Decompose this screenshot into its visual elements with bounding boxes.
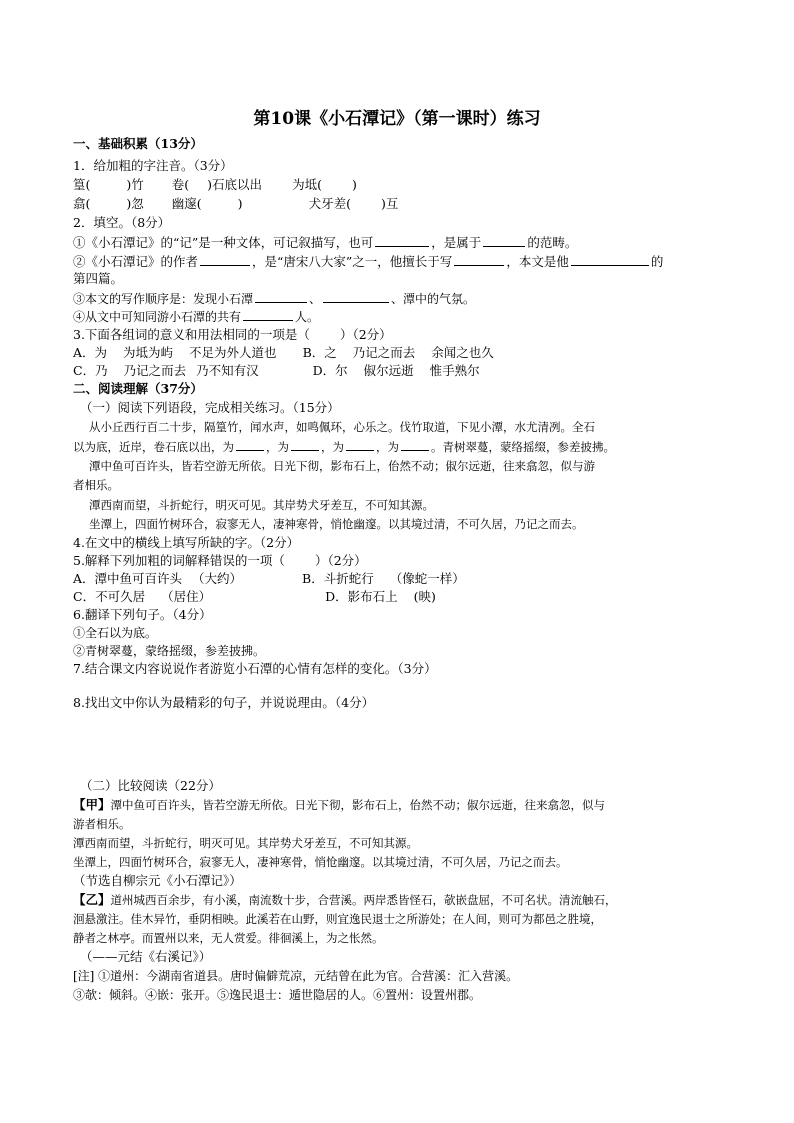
question-6-item: ①全石以为底。 [73, 626, 158, 640]
question-6-item: ②青树翠蔓，蒙络摇缀，参差披拂。 [73, 644, 266, 658]
passage-line: 坐潭上，四面竹树环合，寂寥无人，凄神寒骨，悄怆幽邃。以其境过清，不可久居，乃记之而去。 [89, 517, 584, 531]
question-5-stem: 5.解释下列加粗的词解释错误的一项（ ）（2分） [73, 553, 367, 568]
question-2-line-2: ②《小石潭记》的作者 ，是“唐宋八大家”之一，他擅长于写 ，本文是他 的 [73, 254, 664, 269]
answer-blank[interactable] [454, 252, 504, 266]
answer-blank[interactable] [291, 437, 319, 451]
part-1-heading: （一）阅读下列语段，完成相关练习。（15分） [80, 400, 340, 415]
question-7: 7.结合课文内容说说作者游览小石潭的心情有怎样的变化。（3分） [73, 661, 437, 676]
yi-label: 【乙】 [73, 892, 111, 907]
question-1-row-2: 翕( )忽 幽邃( ) 犬牙差( )互 [73, 196, 399, 211]
section-heading: 二、阅读理解（37分） [73, 381, 203, 396]
passage-jia-line: 坐潭上，四面竹树环合，寂寥无人，凄神寒骨，悄怆幽邃。以其境过清，不可久居，乃记之而去。 [73, 855, 568, 869]
answer-blank[interactable] [346, 437, 374, 451]
answer-blank[interactable] [401, 437, 429, 451]
passage-jia-line: 游者相乐。 [73, 817, 131, 831]
answer-blank[interactable] [243, 307, 293, 321]
question-3-options-cd: C．乃 乃记之而去 乃不知有汉 D．尔 俶尔远逝 惟手熟尔 [73, 363, 480, 378]
question-1-stem: 1．给加粗的字注音。（3分） [73, 158, 233, 173]
passage-jia-source: （节选自柳宗元《小石潭记》） [73, 873, 242, 888]
answer-blank[interactable] [236, 437, 264, 451]
passage-jia-line: 【甲】潭中鱼可百许头，皆若空游无所依。日光下彻，影布石上，佁然不动；俶尔远逝，往来翕忽，似与 [73, 797, 606, 812]
question-2-line-5: ④从文中可知同游小石潭的共有 人。 [73, 307, 319, 326]
question-6-stem: 6.翻译下列句子。（4分） [73, 607, 212, 622]
answer-blank[interactable] [571, 252, 649, 266]
jia-label: 【甲】 [73, 797, 111, 812]
passage-yi-line: 洄悬激注。佳木异竹，垂阴相映。此溪若在山野，则宜逸民退士之所游处；在人间，则可为都邑之胜境， [73, 912, 602, 926]
question-2-stem: 2．填空。（8分） [73, 215, 171, 230]
question-2-line-4: ③本文的写作顺序是：发现小石潭 、 、潭中的气氛。 [73, 289, 475, 308]
section-heading: 一、基础积累（13分） [73, 136, 203, 151]
answer-blank[interactable] [255, 289, 307, 303]
question-2-line-3: 第四篇。 [73, 271, 124, 286]
passage-jia-line: 潭西南而望，斗折蛇行，明灭可见。其岸势犬牙差互，不可知其源。 [73, 836, 418, 850]
annotation-line: ③欹：倾斜。④嵌：张开。⑤逸民退士：遁世隐居的人。⑥置州：设置州郡。 [73, 988, 482, 1002]
passage-line: 以为底，近岸，卷石底以出，为 ，为 ，为 ，为 。青树翠蔓，蒙络摇缀，参差披拂。 [73, 437, 615, 456]
question-1-row-1: 篁( )竹 卷( )石底以出 为坻( ) [73, 177, 357, 192]
question-5-options-ab: A．潭中鱼可百许头 （大约） B．斗折蛇行 （像蛇一样） [73, 571, 465, 586]
passage-line: 潭中鱼可百许头，皆若空游无所依。日光下彻，影布石上，佁然不动；俶尔远逝，往来翕忽，似与游 [89, 459, 595, 473]
part-2-heading: （二）比较阅读（22分） [80, 778, 221, 793]
annotation-line: [注] ①道州：今湖南省道县。唐时偏僻荒凉，元结曾在此为官。合营溪：汇入营溪。 [73, 969, 519, 983]
passage-line: 潭西南而望，斗折蛇行，明灭可见。其岸势犬牙差互，不可知其源。 [89, 498, 434, 512]
question-2-line-1: ①《小石潭记》的“记”是一种文体，可记叙描写，也可 ，是属于 的范畴。 [73, 235, 578, 250]
answer-blank[interactable] [483, 233, 525, 247]
passage-yi-source: （——元结《右溪记》） [80, 949, 212, 964]
passage-yi-line: 静者之林亭。而置州以来，无人赏爱。徘徊溪上，为之怅然。 [73, 931, 384, 945]
passage-line: 从小丘西行百二十步，隔篁竹，闻水声，如鸣佩环，心乐之。伐竹取道，下见小潭，水尤清冽。全石 [89, 420, 595, 434]
answer-blank[interactable] [323, 289, 389, 303]
question-8: 8.找出文中你认为最精彩的句子，并说说理由。（4分） [73, 695, 375, 710]
answer-blank[interactable] [375, 233, 429, 247]
passage-yi-line: 【乙】道州城西百余步，有小溪，南流数十步，合营溪。两岸悉皆怪石，欹嵌盘屈，不可名状。清流触石， [73, 892, 617, 907]
question-4: 4.在文中的横线上填写所缺的字。（2分） [73, 535, 300, 550]
question-5-options-cd: C．不可久居 （居住） D．影布石上 (映) [73, 589, 436, 604]
passage-line: 者相乐。 [73, 478, 119, 492]
question-3-stem: 3.下面各组词的意义和用法相同的一项是（ ）（2分） [73, 327, 392, 342]
page-title: 第10课《小石潭记》（第一课时）练习 [253, 109, 541, 129]
answer-blank[interactable] [200, 252, 250, 266]
question-3-options-ab: A．为 为坻为屿 不足为外人道也 B．之 乃记之而去 余闻之也久 [73, 345, 494, 360]
